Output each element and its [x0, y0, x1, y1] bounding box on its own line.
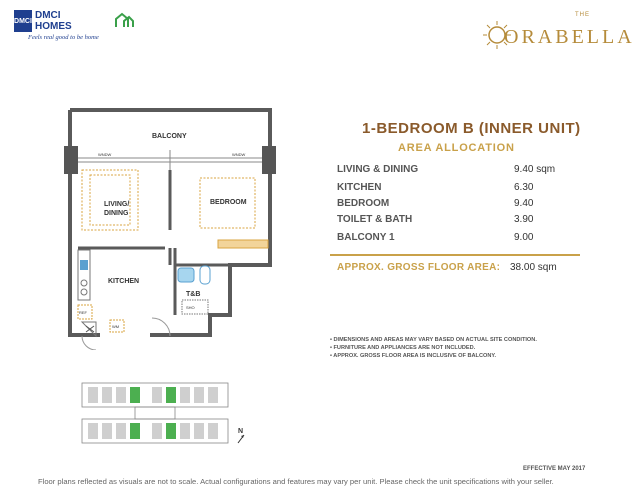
allocation-row: [337, 232, 577, 248]
allocation-row: [337, 198, 577, 214]
gross-area-value: 38.00 sqm: [510, 262, 557, 273]
wardrobe: [218, 240, 268, 248]
kitchen-counter: [78, 250, 90, 300]
kitchen-label: KITCHEN: [108, 278, 140, 285]
allocation-label: BEDROOM: [337, 198, 390, 209]
allocation-label: TOILET & BATH: [337, 214, 413, 225]
unit-title: 1-BEDROOM B (INNER UNIT): [362, 120, 581, 137]
allocation-label: KITCHEN: [337, 182, 382, 193]
house-icon: [114, 12, 134, 28]
gross-area-label: APPROX. GROSS FLOOR AREA:: [337, 262, 501, 273]
allocation-value: 3.90: [514, 214, 534, 225]
entry-door-swing: [82, 336, 96, 350]
note-item: • FURNITURE AND APPLIANCES ARE NOT INCLUDED.: [330, 345, 476, 351]
window-label-right: WNDW: [232, 152, 246, 157]
note-item: • DIMENSIONS AND AREAS MAY VARY BASED ON ACTUAL SITE CONDITION.: [330, 337, 537, 343]
wm-label: WM: [112, 324, 120, 329]
gross-divider: [330, 254, 580, 256]
dmci-name-line1: DMCI: [35, 10, 61, 21]
allocation-label: LIVING & DINING: [337, 164, 419, 175]
allocation-row: [337, 214, 577, 230]
dmci-badge: DMCI: [14, 10, 32, 32]
dmci-name-line2: HOMES: [35, 21, 72, 32]
window-label-left: WNDW: [98, 152, 112, 157]
column-left: [64, 146, 78, 174]
lavatory-icon: [178, 268, 194, 282]
sink-icon: [80, 260, 88, 270]
disclaimer: Floor plans reflected as visuals are not to scale. Actual configurations and features may vary per unit. Please check the unit specifications with your seller.: [38, 477, 554, 486]
orabella-logo: [482, 12, 635, 58]
area-allocation-heading: AREA ALLOCATION: [398, 142, 515, 154]
dining-set: [82, 170, 138, 230]
balcony-label: BALCONY: [152, 133, 187, 140]
column-right: [262, 146, 276, 174]
living-dining-label: LIVING/ DINING: [104, 201, 130, 217]
orabella-the: THE: [575, 12, 590, 18]
interior-walls: [78, 170, 230, 315]
ref-label: REF: [79, 310, 87, 315]
allocation-value: 6.30: [514, 182, 534, 193]
allocation-label: BALCONY 1: [337, 232, 395, 243]
effective-date: EFFECTIVE MAY 2017: [523, 466, 586, 472]
orabella-name: ORABELLA: [504, 26, 635, 48]
north-label: N: [238, 428, 244, 435]
shower-label: SHO: [186, 305, 195, 310]
allocation-value: 9.00: [514, 232, 534, 243]
bedroom-label: BEDROOM: [210, 199, 247, 206]
allocation-row: [337, 164, 577, 180]
toilet-icon: [200, 266, 210, 284]
dmci-name: [35, 10, 72, 32]
floor-plan: [60, 100, 310, 350]
allocation-row: [337, 182, 577, 198]
key-plan: [80, 378, 230, 448]
dmci-homes-logo: [14, 10, 134, 50]
dmci-tagline: Feels real good to be home: [28, 34, 99, 41]
note-item: • APPROX. GROSS FLOOR AREA IS INCLUSIVE OF BALCONY.: [330, 353, 497, 359]
north-arrow-icon: [236, 434, 246, 444]
x-mark-icon: [86, 326, 94, 332]
allocation-value: 9.40: [514, 198, 534, 209]
allocation-value: 9.40 sqm: [514, 164, 556, 175]
tb-label: T&B: [186, 291, 201, 298]
